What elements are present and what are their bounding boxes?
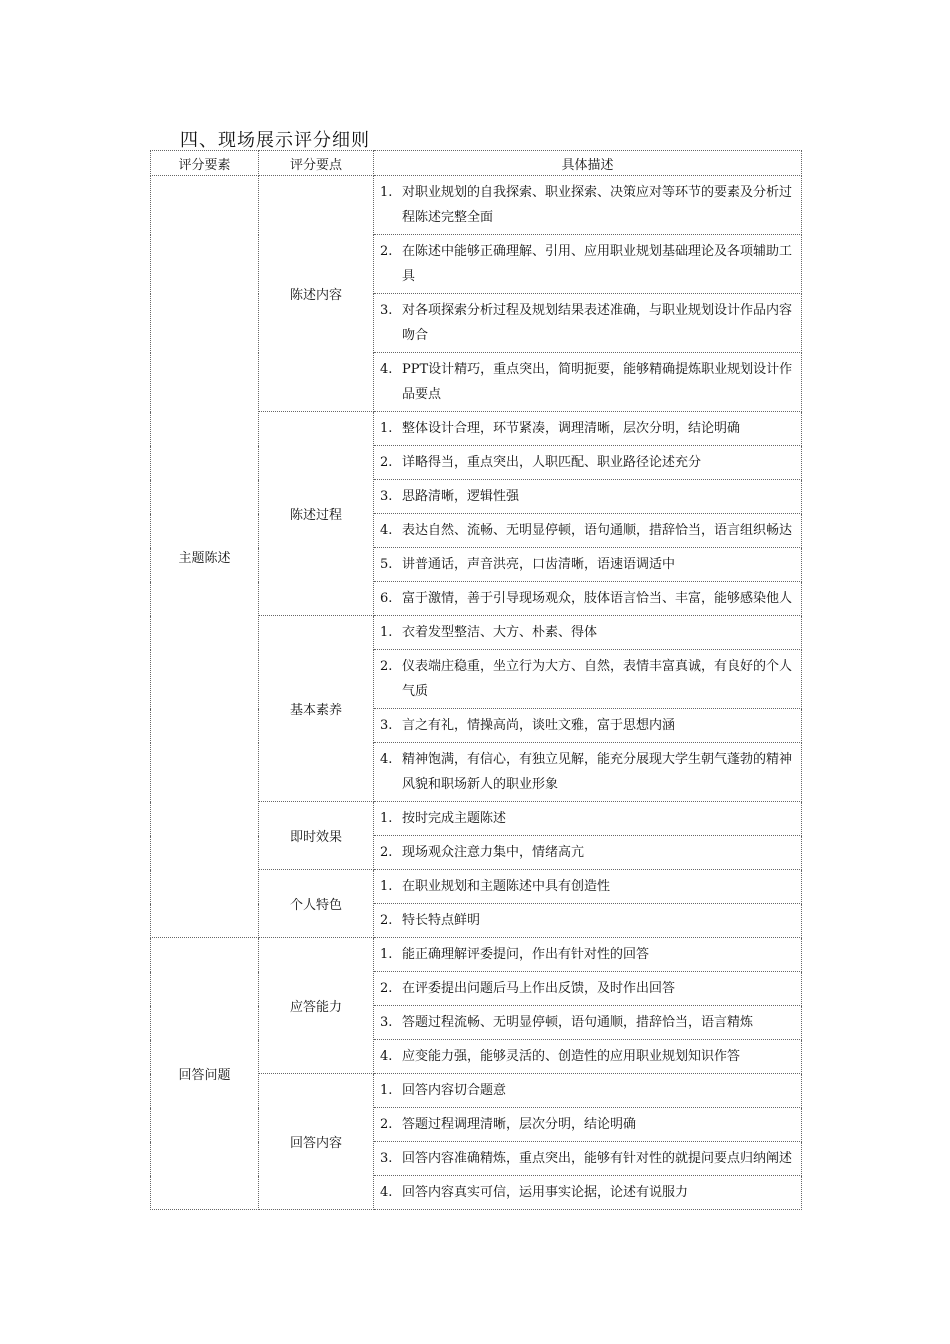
description-cell [374, 353, 802, 412]
item-number: 1. [380, 625, 393, 640]
item-text: 应变能力强，能够灵活的、创造性的应用职业规划知识作答 [402, 1049, 741, 1064]
description-cell [374, 1108, 802, 1142]
description-cell [374, 743, 802, 802]
item-text: 特长特点鲜明 [402, 913, 481, 928]
item-text: 现场观众注意力集中，情绪高亢 [402, 845, 585, 860]
description-cell [374, 294, 802, 353]
description-cell [374, 446, 802, 480]
item-number: 4. [380, 362, 393, 377]
description-cell [374, 616, 802, 650]
description-cell [374, 1176, 802, 1210]
item-number: 2. [380, 659, 393, 674]
item-number: 1. [380, 1083, 393, 1098]
description-cell [374, 514, 802, 548]
item-text: 对各项探索分析过程及规划结果表述准确，与职业规划设计作品内容吻合 [402, 303, 793, 343]
item-number: 2. [380, 244, 393, 259]
description-cell [374, 802, 802, 836]
description-cell [374, 870, 802, 904]
item-text: 思路清晰，逻辑性强 [402, 489, 520, 504]
factor-cell: 回答问题 [151, 938, 259, 1210]
item-text: 回答内容真实可信，运用事实论据，论述有说服力 [402, 1185, 689, 1200]
description-cell [374, 235, 802, 294]
table-row [151, 176, 802, 235]
scoring-rubric-table [150, 150, 802, 1210]
description-cell [374, 480, 802, 514]
item-number: 2. [380, 845, 393, 860]
description-cell [374, 548, 802, 582]
item-number: 2. [380, 1117, 393, 1132]
item-text: 详略得当，重点突出，人职匹配、职业路径论述充分 [402, 455, 702, 470]
item-text: 言之有礼，情操高尚，谈吐文雅，富于思想内涵 [402, 718, 676, 733]
item-number: 3. [380, 1151, 393, 1166]
item-text: 精神饱满，有信心，有独立见解，能充分展现大学生朝气蓬勃的精神风貌和职场新人的职业形象 [402, 752, 793, 792]
description-cell [374, 1006, 802, 1040]
item-number: 4. [380, 1185, 393, 1200]
item-text: 能正确理解评委提问，作出有针对性的回答 [402, 947, 650, 962]
item-text: 回答内容准确精炼，重点突出，能够有针对性的就提问要点归纳阐述 [402, 1151, 793, 1166]
description-cell [374, 709, 802, 743]
table-body [151, 176, 802, 1210]
item-text: 讲普通话，声音洪亮，口齿清晰，语速语调适中 [402, 557, 676, 572]
item-text: 在陈述中能够正确理解、引用、应用职业规划基础理论及各项辅助工具 [402, 244, 793, 284]
point-cell: 回答内容 [259, 1074, 374, 1210]
item-number: 3. [380, 303, 393, 318]
item-number: 1. [380, 879, 393, 894]
description-cell [374, 412, 802, 446]
item-number: 6. [380, 591, 393, 606]
description-cell [374, 972, 802, 1006]
description-cell [374, 582, 802, 616]
item-text: 仪表端庄稳重，坐立行为大方、自然，表情丰富真诚，有良好的个人气质 [402, 659, 793, 699]
description-cell [374, 176, 802, 235]
item-number: 3. [380, 718, 393, 733]
item-text: 在职业规划和主题陈述中具有创造性 [402, 879, 611, 894]
item-number: 1. [380, 947, 393, 962]
factor-cell: 主题陈述 [151, 176, 259, 938]
item-number: 2. [380, 455, 393, 470]
header-description: 具体描述 [374, 151, 802, 176]
item-text: 回答内容切合题意 [402, 1083, 507, 1098]
item-text: 富于激情，善于引导现场观众，肢体语言恰当、丰富，能够感染他人 [402, 591, 793, 606]
item-number: 5. [380, 557, 393, 572]
item-number: 2. [380, 913, 393, 928]
item-number: 3. [380, 1015, 393, 1030]
header-point: 评分要点 [259, 151, 374, 176]
item-text: PPT设计精巧，重点突出，简明扼要，能够精确提炼职业规划设计作品要点 [402, 362, 793, 402]
item-number: 1. [380, 421, 393, 436]
description-cell [374, 938, 802, 972]
item-number: 4. [380, 1049, 393, 1064]
item-text: 整体设计合理，环节紧凑，调理清晰，层次分明，结论明确 [402, 421, 741, 436]
item-number: 3. [380, 489, 393, 504]
item-text: 表达自然、流畅、无明显停顿，语句通顺，措辞恰当，语言组织畅达 [402, 523, 793, 538]
description-cell [374, 836, 802, 870]
item-text: 在评委提出问题后马上作出反馈，及时作出回答 [402, 981, 676, 996]
item-number: 2. [380, 981, 393, 996]
item-text: 答题过程流畅、无明显停顿，语句通顺，措辞恰当，语言精炼 [402, 1015, 754, 1030]
point-cell: 陈述过程 [259, 412, 374, 616]
point-cell: 即时效果 [259, 802, 374, 870]
point-cell: 个人特色 [259, 870, 374, 938]
point-cell: 应答能力 [259, 938, 374, 1074]
item-number: 1. [380, 811, 393, 826]
description-cell [374, 1142, 802, 1176]
description-cell [374, 650, 802, 709]
item-text: 答题过程调理清晰，层次分明，结论明确 [402, 1117, 637, 1132]
item-number: 4. [380, 752, 393, 767]
point-cell: 陈述内容 [259, 176, 374, 412]
table-row [151, 938, 802, 972]
description-cell [374, 904, 802, 938]
description-cell [374, 1040, 802, 1074]
description-cell [374, 1074, 802, 1108]
item-number: 4. [380, 523, 393, 538]
section-title: 四、现场展示评分细则 [180, 130, 370, 151]
item-text: 衣着发型整洁、大方、朴素、得体 [402, 625, 598, 640]
item-text: 按时完成主题陈述 [402, 811, 507, 826]
header-factor: 评分要素 [151, 151, 259, 176]
point-cell: 基本素养 [259, 616, 374, 802]
item-text: 对职业规划的自我探索、职业探索、决策应对等环节的要素及分析过程陈述完整全面 [402, 185, 793, 225]
item-number: 1. [380, 185, 393, 200]
table-header-row [151, 151, 802, 176]
